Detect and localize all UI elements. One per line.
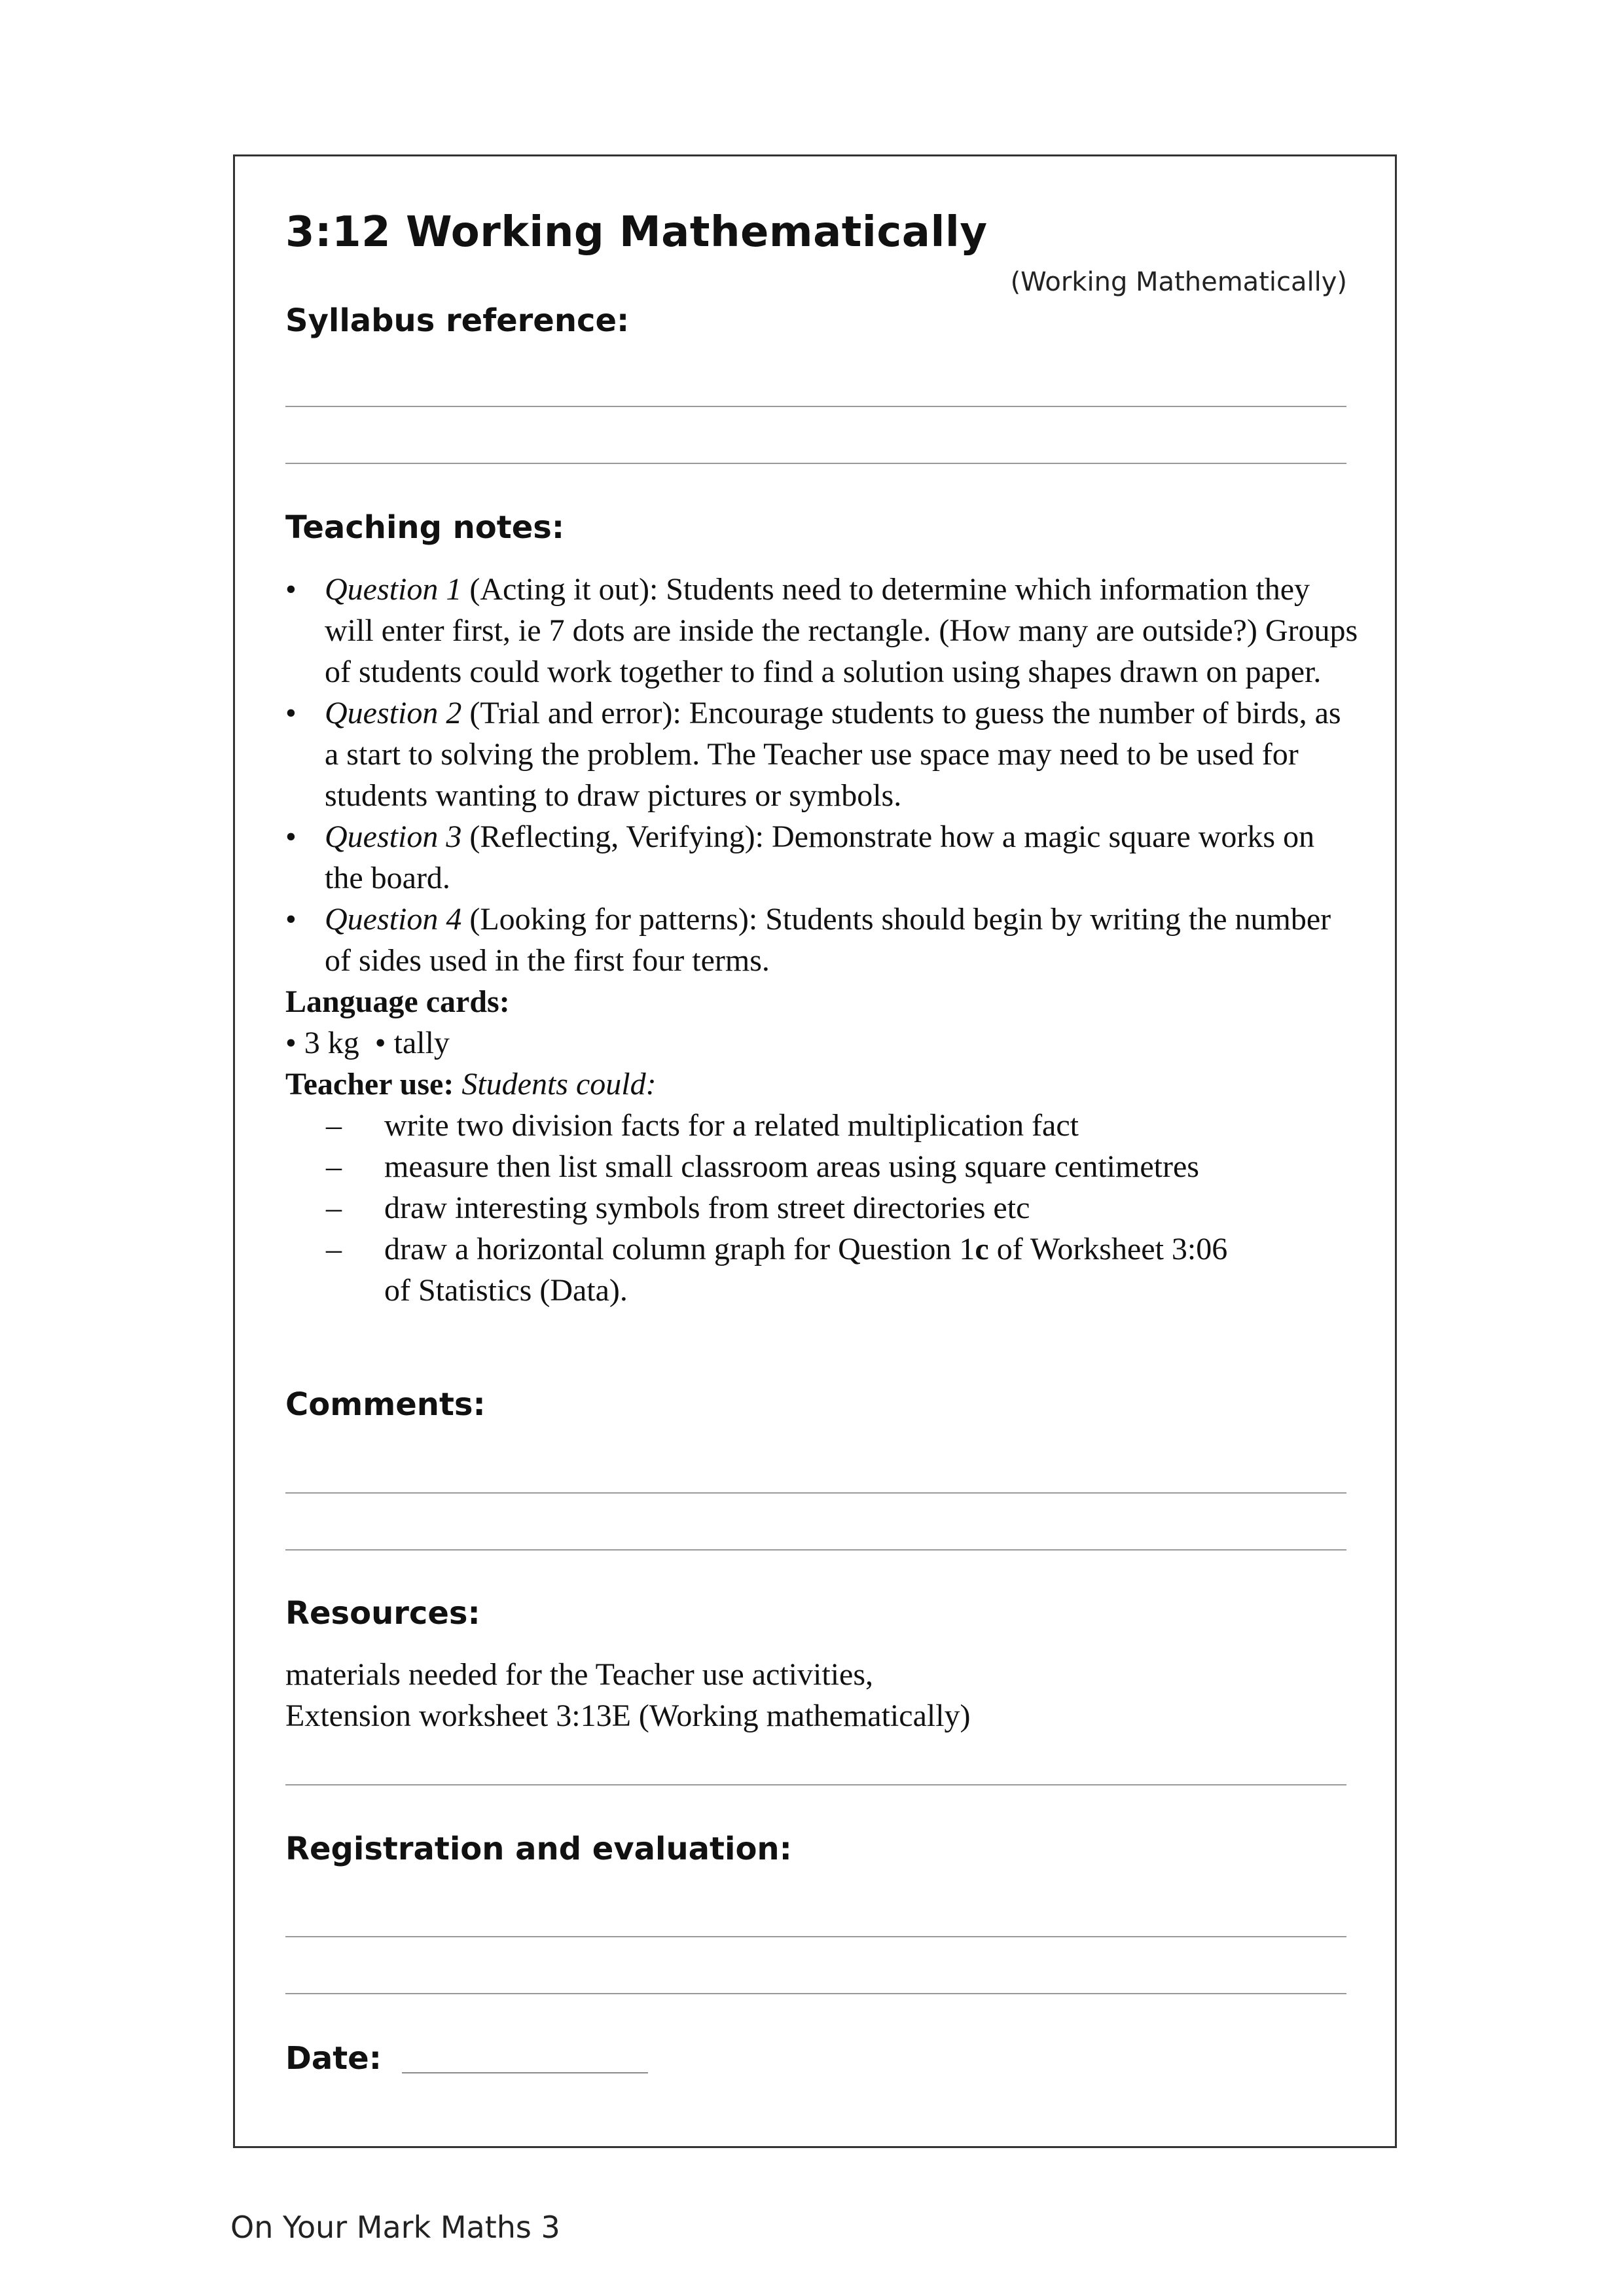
- registration-writing-line-1[interactable]: [285, 1936, 1346, 1937]
- teacher-use-label: Teacher use:: [285, 1067, 454, 1102]
- date-label: Date:: [285, 2040, 382, 2077]
- comments-heading: Comments:: [285, 1386, 486, 1423]
- list-item: – draw interesting symbols from street directories etc: [285, 1187, 1359, 1229]
- resources-line: Extension worksheet 3:13E (Working mathematically): [285, 1698, 971, 1733]
- language-cards-list: • 3 kg • tally: [285, 1026, 450, 1060]
- question-label: Question 2: [325, 696, 462, 730]
- list-item: [285, 569, 1359, 692]
- resources-body: [285, 1654, 1359, 1736]
- dash-icon: –: [326, 1191, 342, 1225]
- date-writing-line[interactable]: [402, 2072, 648, 2073]
- list-item: [285, 899, 1359, 981]
- dash-icon: –: [326, 1108, 342, 1143]
- registration-writing-line-2[interactable]: [285, 1993, 1346, 1994]
- note-text: (Reflecting, Verifying): Demonstrate how a magic square works on the board.: [325, 819, 1315, 895]
- footer-text: On Your Mark Maths 3: [230, 2210, 560, 2245]
- note-text: (Looking for patterns): Students should begin by writing the number of sides used in the first four terms.: [325, 902, 1331, 978]
- page-title: 3:12 Working Mathematically: [285, 208, 988, 257]
- note-text: (Trial and error): Encourage students to guess the number of birds, as a start to solving the problem. The Teacher use space may need to be used for students wanting to draw pictures or symbols.: [325, 696, 1341, 813]
- strand-label: (Working Mathematically): [1010, 267, 1347, 297]
- syllabus-writing-line-2[interactable]: [285, 463, 1346, 464]
- list-item: – measure then list small classroom areas using square centimetres: [285, 1146, 1359, 1187]
- resources-writing-line[interactable]: [285, 1784, 1346, 1785]
- teaching-notes-list: [285, 569, 1359, 981]
- dash-icon: –: [326, 1232, 342, 1266]
- syllabus-writing-line-1[interactable]: [285, 406, 1346, 407]
- language-cards-heading: Language cards:: [285, 984, 510, 1019]
- teacher-use-intro: [285, 1064, 1359, 1105]
- teacher-use-lead: Students could:: [461, 1067, 657, 1102]
- teaching-notes-body: [285, 569, 1359, 1311]
- list-item: [285, 692, 1359, 816]
- list-item: – write two division facts for a related multiplication fact: [285, 1105, 1359, 1146]
- dash-icon: –: [326, 1149, 342, 1184]
- resources-heading: Resources:: [285, 1595, 480, 1632]
- question-label: Question 3: [325, 819, 462, 854]
- list-item: [285, 816, 1359, 899]
- resources-line: materials needed for the Teacher use activities,: [285, 1657, 874, 1692]
- teacher-use-list: [285, 1105, 1359, 1311]
- bullet-icon: •: [285, 696, 297, 730]
- question-label: Question 1: [325, 572, 462, 607]
- registration-heading: Registration and evaluation:: [285, 1831, 792, 1867]
- list-item: – draw a horizontal column graph for Question 1c of Worksheet 3:06 of Statistics (Data).: [285, 1229, 1359, 1311]
- comments-writing-line-1[interactable]: [285, 1492, 1346, 1494]
- bullet-icon: •: [285, 819, 297, 854]
- note-text: (Acting it out): Students need to determine which information they will enter first, ie 7 dots are inside the rectangle. (How many are outside?) Groups of students could work together to find a solution using shapes drawn on paper.: [325, 572, 1358, 689]
- comments-writing-line-2[interactable]: [285, 1549, 1346, 1551]
- bullet-icon: •: [285, 902, 297, 937]
- bullet-icon: •: [285, 572, 297, 607]
- teaching-notes-heading: Teaching notes:: [285, 509, 565, 546]
- syllabus-heading: Syllabus reference:: [285, 302, 630, 339]
- question-label: Question 4: [325, 902, 462, 937]
